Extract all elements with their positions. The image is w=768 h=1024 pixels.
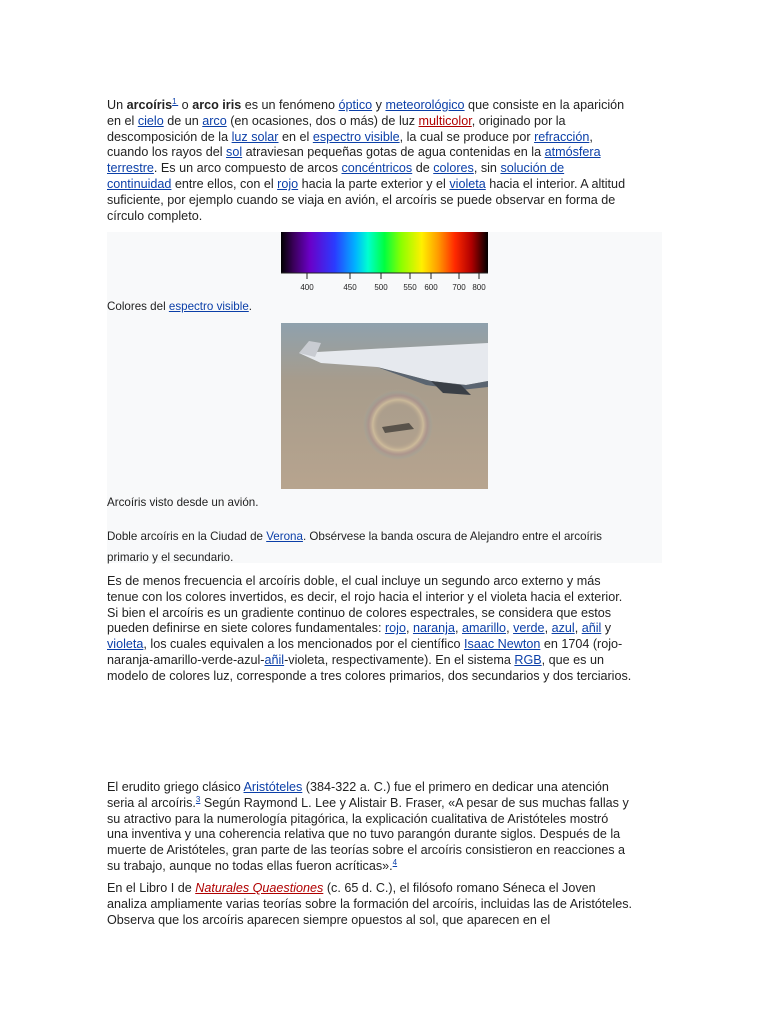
- spectrum-tick-label: 600: [424, 283, 438, 292]
- text: En el Libro I de: [107, 881, 196, 895]
- spectrum-tick-label: 800: [472, 283, 486, 292]
- text: .: [248, 300, 253, 313]
- text: Colores del: [107, 300, 169, 313]
- term-arco-iris: arco iris: [192, 98, 242, 112]
- text: , la cual se produce por: [399, 129, 535, 144]
- text: de un: [163, 113, 203, 128]
- text: Un: [107, 98, 127, 112]
- aristotle-paragraph: [107, 780, 632, 875]
- link-isaac-newton[interactable]: Isaac Newton: [464, 637, 541, 652]
- text: , originado por la descomposición de la: [107, 113, 566, 144]
- footnote-link-3[interactable]: 3: [195, 794, 201, 804]
- text: . Obsérvese la banda oscura de Alejandro entre el arcoíris primario y el secundario.: [107, 530, 602, 564]
- link-cielo[interactable]: cielo: [137, 113, 164, 128]
- text: , los cuales equivalen a los mencionados por el científico: [143, 637, 465, 652]
- text: , cuando los rayos del: [107, 129, 593, 160]
- text: atraviesan pequeñas gotas de agua contenidas en la: [242, 145, 545, 160]
- text: (384-322 a. C.) fue el primero en dedicar una atención seria al arcoíris.: [107, 780, 609, 810]
- text: El erudito griego clásico: [107, 780, 244, 794]
- text: ,: [544, 621, 552, 636]
- link-meteorologico[interactable]: meteorológico: [385, 98, 465, 112]
- text: ,: [454, 621, 462, 636]
- link-verona[interactable]: Verona: [266, 530, 303, 543]
- spectrum-tick-label: 700: [452, 283, 466, 292]
- link-azul[interactable]: azul: [551, 621, 575, 636]
- text: que consiste en la aparición en el: [107, 98, 625, 128]
- link-espectro-visible-caption[interactable]: espectro visible: [168, 300, 249, 313]
- double-rainbow-paragraph: [107, 574, 632, 685]
- text: -violeta, respectivamente). En el sistema: [284, 652, 515, 667]
- caption-airplane: Arcoíris visto desde un avión.: [107, 496, 259, 509]
- link-optico[interactable]: óptico: [338, 98, 373, 112]
- spectrum-scale: [281, 232, 488, 294]
- airplane-rainbow-photo[interactable]: [281, 323, 488, 489]
- text: . Es un arco compuesto de arcos: [153, 161, 342, 176]
- text: es un fenómeno: [241, 98, 339, 112]
- text: y: [601, 621, 612, 636]
- link-atmosfera-terrestre[interactable]: atmósfera terrestre: [107, 145, 601, 176]
- text: o: [178, 98, 193, 112]
- term-arcoiris: arcoíris: [126, 98, 173, 112]
- seneca-paragraph: [107, 881, 632, 928]
- spectrum-tick-label: 400: [300, 283, 314, 292]
- link-colores[interactable]: colores: [433, 161, 474, 176]
- caption-double-rainbow: [107, 526, 647, 568]
- link-verde[interactable]: verde: [513, 621, 545, 636]
- spectrum-tick-label: 550: [403, 283, 417, 292]
- caption-spectrum: [107, 299, 647, 314]
- link-luz-solar[interactable]: luz solar: [231, 129, 279, 144]
- visible-spectrum-image[interactable]: [281, 232, 488, 294]
- text: ,: [574, 621, 582, 636]
- footnote-link-1[interactable]: 1: [172, 96, 179, 106]
- link-espectro-visible[interactable]: espectro visible: [312, 129, 400, 144]
- text: Es de menos frecuencia el arcoíris doble, el cual incluye un segundo arco externo y más tenue con los colores invertidos, es decir, el rojo hacia el interior y el violeta hacia el exterior. Si bien el arcoíris es un gradiente continuo de colores espectrales, se considera que estos pueden definirse en siete colores fundamentales:: [107, 574, 623, 636]
- link-concentricos[interactable]: concéntricos: [341, 161, 413, 176]
- text: ,: [405, 621, 413, 636]
- text: de: [412, 161, 434, 176]
- link-aristoteles[interactable]: Aristóteles: [243, 780, 303, 794]
- link-rojo-color[interactable]: rojo: [384, 621, 406, 636]
- link-arco[interactable]: arco: [202, 113, 227, 128]
- text: en el: [278, 129, 313, 144]
- link-anil-2[interactable]: añil: [264, 652, 285, 667]
- intro-paragraph: [107, 98, 632, 224]
- text: ,: [506, 621, 514, 636]
- link-solucion-de-continuidad[interactable]: solución de continuidad: [107, 161, 565, 191]
- link-sol[interactable]: sol: [226, 145, 243, 160]
- link-refraccion[interactable]: refracción: [534, 129, 590, 144]
- text: , que es un modelo de colores luz, corresponde a tres colores primarios, dos secundarios y dos terciarios.: [107, 652, 632, 683]
- link-violeta-color[interactable]: violeta: [107, 637, 144, 652]
- text: Según Raymond L. Lee y Alistair B. Fraser, «A pesar de sus muchas fallas y su atractivo para la numerología pitagórica, la explicación cualitativa de Aristóteles mostró una inventiva y una coherencia relativa que no tuvo parangón durante siglos. Después de la muerte de Aristóteles, gran parte de las teorías sobre el arcoíris consistieron en reacciones a su trabajo, aunque no todas ellas fueron acríticas».: [107, 795, 629, 873]
- text: (en ocasiones, dos o más) de luz: [226, 113, 419, 128]
- link-amarillo[interactable]: amarillo: [461, 621, 507, 636]
- footnote-link-4[interactable]: 4: [392, 857, 398, 867]
- link-rgb[interactable]: RGB: [514, 652, 542, 667]
- link-rojo[interactable]: rojo: [277, 176, 299, 191]
- text: (c. 65 d. C.), el filósofo romano Séneca el Joven analiza ampliamente varias teorías sobre la formación del arcoíris, incluidas las de Aristóteles. Observa que los arcoíris aparecen siempre opuestos al sol, que aparecen en el: [107, 881, 632, 927]
- text: hacia el interior. A altitud suficiente, por ejemplo cuando se viaja en avión, el arcoíris se puede observar en forma de círculo completo.: [107, 176, 626, 223]
- link-multicolor[interactable]: multicolor: [418, 113, 472, 128]
- text: Doble arcoíris en la Ciudad de: [107, 530, 267, 543]
- text: entre ellos, con el: [171, 176, 278, 191]
- link-violeta[interactable]: violeta: [449, 176, 486, 191]
- spectrum-tick-label: 450: [343, 283, 357, 292]
- text: en 1704 (rojo-naranja-amarillo-verde-azul-: [107, 637, 623, 667]
- link-anil[interactable]: añil: [581, 621, 602, 636]
- text: y: [372, 98, 386, 112]
- link-naturales-quaestiones[interactable]: Naturales Quaestiones: [195, 881, 324, 895]
- link-naranja[interactable]: naranja: [412, 621, 455, 636]
- text: , sin: [473, 161, 501, 176]
- spectrum-tick-label: 500: [374, 283, 388, 292]
- text: hacia la parte exterior y el: [298, 176, 450, 191]
